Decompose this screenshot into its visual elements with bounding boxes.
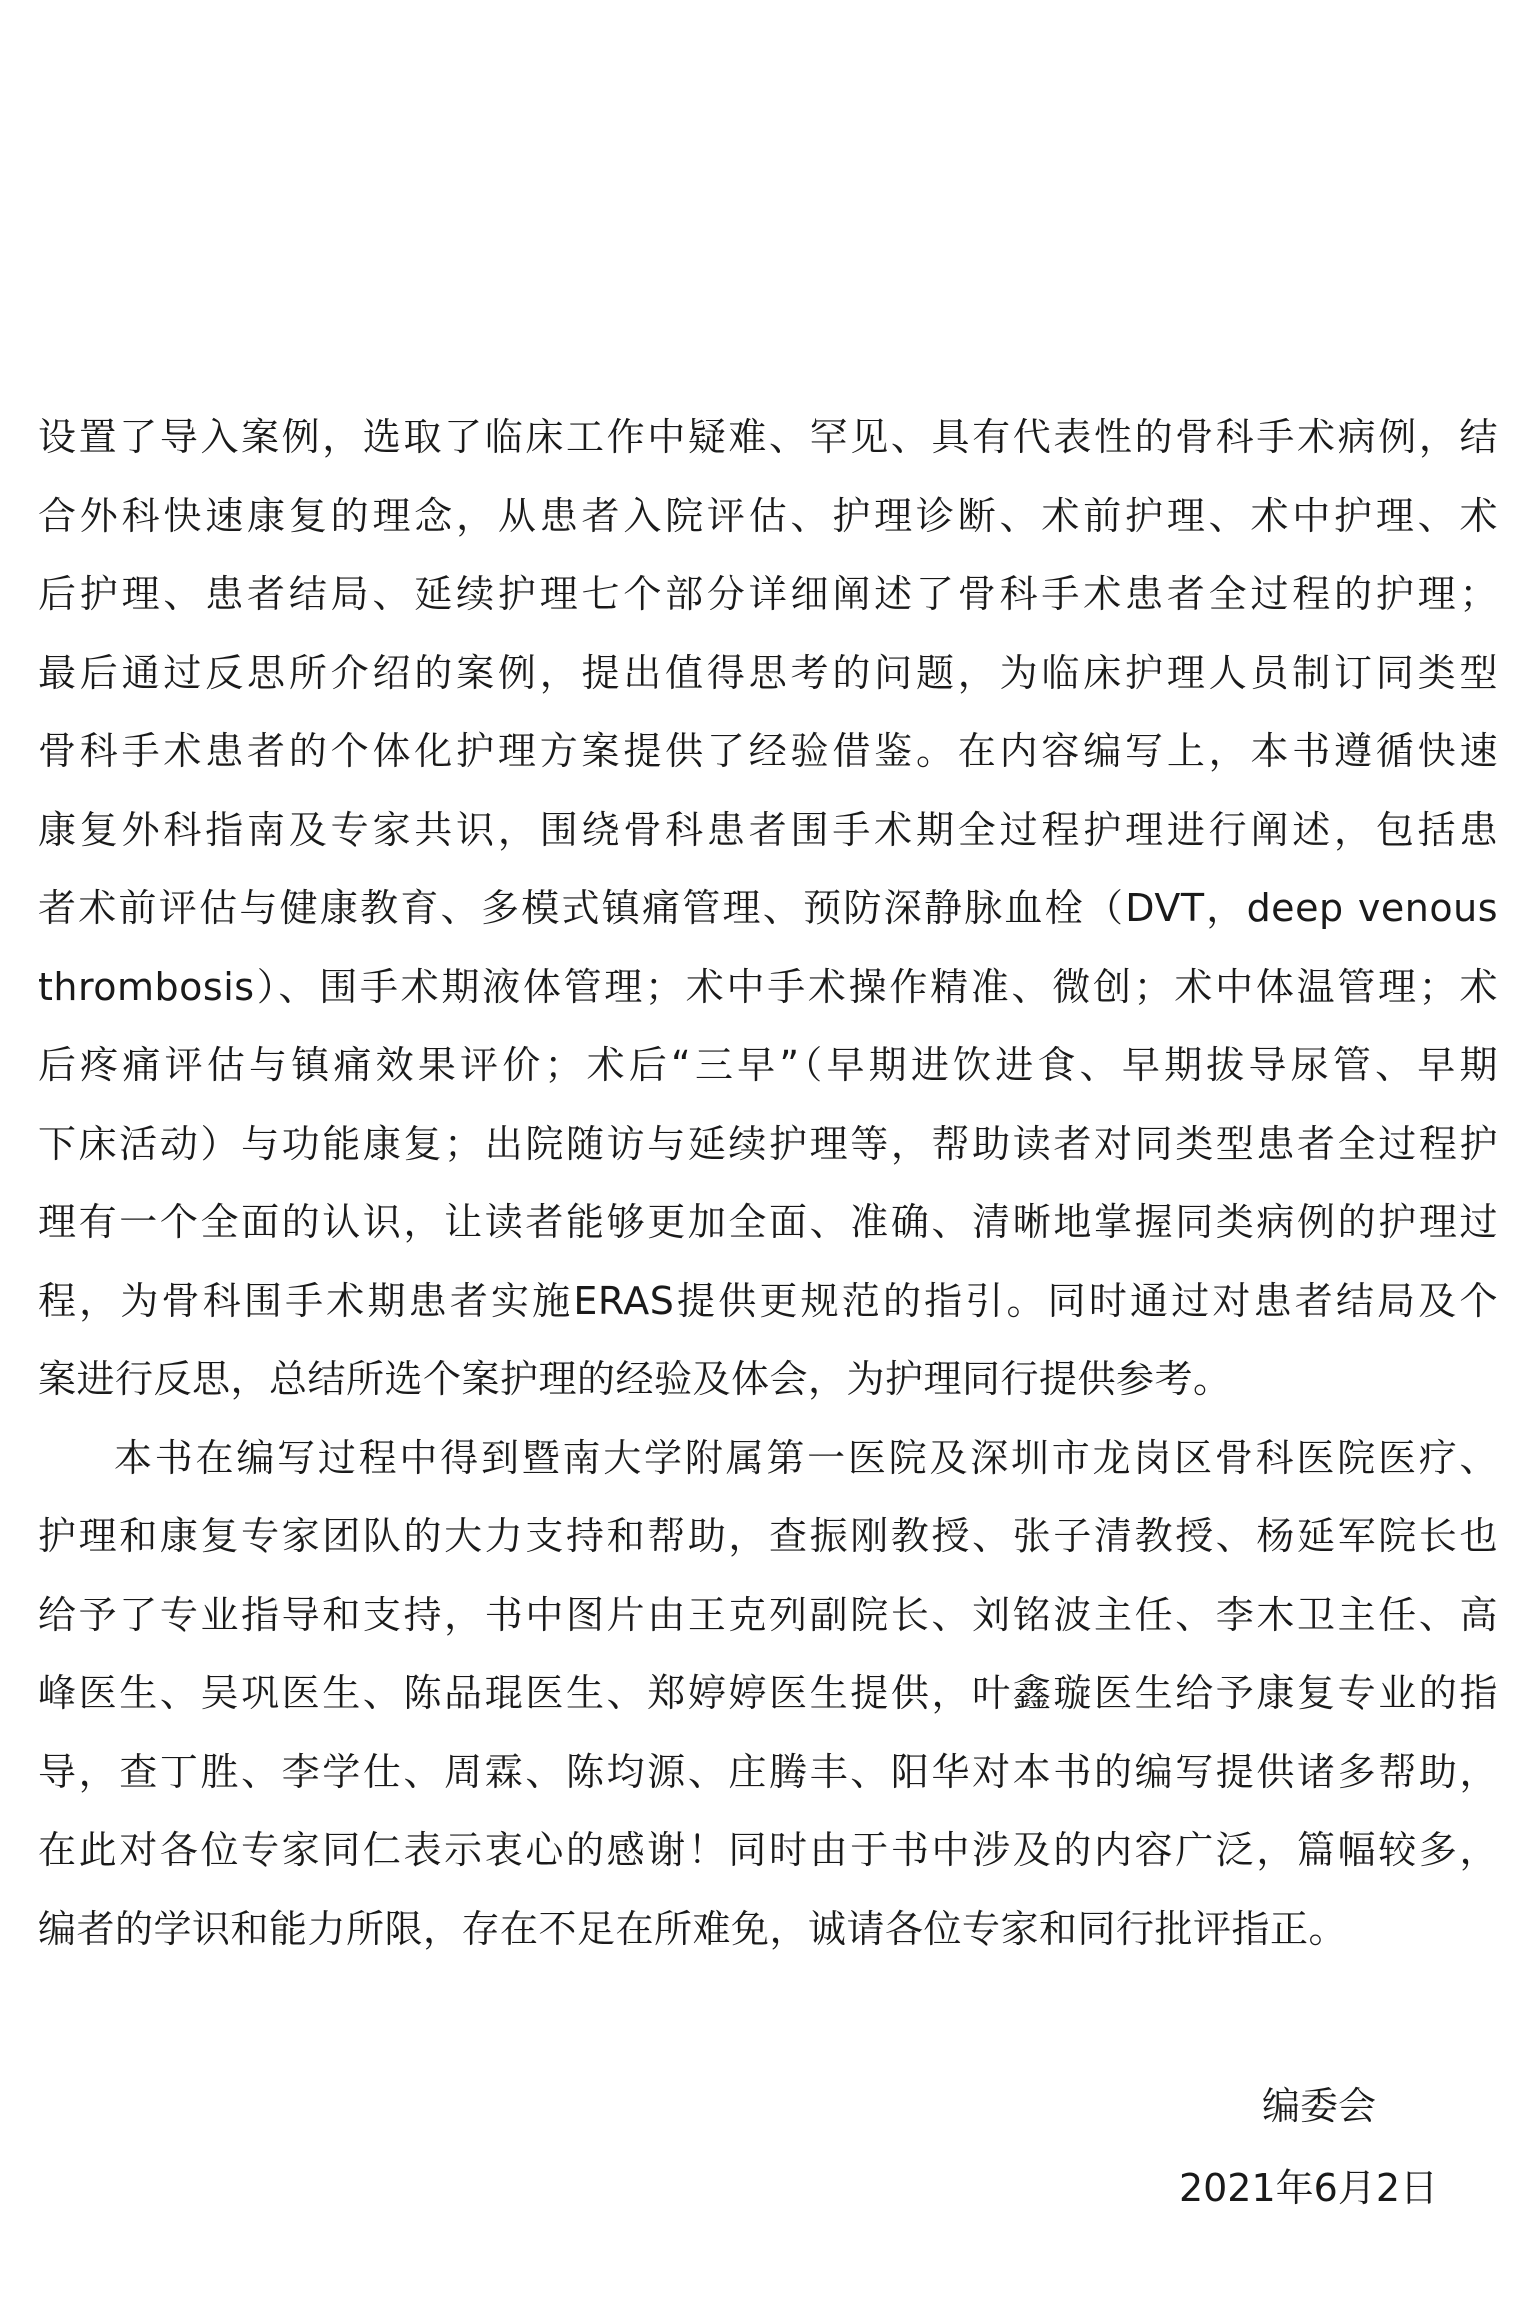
- text-line: 案进行反思，总结所选个案护理的经验及体会，为护理同行提供参考。: [38, 1357, 1232, 1401]
- signoff-editorial-committee: 编委会: [1261, 2084, 1376, 2128]
- text-line: 程，为骨科围手术期患者实施ERAS提供更规范的指引。同时通过对患者结局及个: [38, 1278, 1498, 1323]
- text-line: 合外科快速康复的理念，从患者入院评估、护理诊断、术前护理、术中护理、术: [38, 493, 1498, 538]
- text-line: 编者的学识和能力所限，存在不足在所难免，诚请各位专家和同行批评指正。: [38, 1906, 1348, 1951]
- body-text: [38, 398, 1498, 1968]
- paragraph-2: [38, 1419, 1498, 1969]
- signoff-date: 2021年6月2日: [1178, 2166, 1438, 2210]
- paragraph-1: [38, 398, 1498, 1419]
- text-line: 康复外科指南及专家共识，围绕骨科患者围手术期全过程护理进行阐述，包括患: [38, 807, 1498, 852]
- text-line: 后护理、患者结局、延续护理七个部分详细阐述了骨科手术患者全过程的护理；: [38, 572, 1498, 616]
- text-line: 设置了导入案例，选取了临床工作中疑难、罕见、具有代表性的骨科手术病例，结: [38, 415, 1498, 459]
- text-line: 理有一个全面的认识，让读者能够更加全面、准确、清晰地掌握同类病例的护理过: [38, 1200, 1498, 1244]
- text-line: 给予了专业指导和支持，书中图片由王克列副院长、刘铭波主任、李木卫主任、高: [38, 1592, 1498, 1637]
- text-line: 者术前评估与健康教育、多模式镇痛管理、预防深静脉血栓（DVT，deep venous: [38, 886, 1498, 930]
- text-line: thrombosis）、围手术期液体管理；术中手术操作精准、微创；术中体温管理；术: [38, 964, 1498, 1009]
- text-line: 骨科手术患者的个体化护理方案提供了经验借鉴。在内容编写上，本书遵循快速: [38, 729, 1498, 773]
- text-line: 下床活动）与功能康复；出院随访与延续护理等，帮助读者对同类型患者全过程护: [38, 1121, 1498, 1166]
- text-line: 导，查丁胜、李学仕、周霖、陈均源、庄腾丰、阳华对本书的编写提供诸多帮助，: [38, 1749, 1498, 1794]
- text-line: 护理和康复专家团队的大力支持和帮助，查振刚教授、张子清教授、杨延军院长也: [38, 1514, 1498, 1558]
- text-line: 最后通过反思所介绍的案例，提出值得思考的问题，为临床护理人员制订同类型: [38, 650, 1498, 695]
- text-line: 峰医生、吴巩医生、陈品琨医生、郑婷婷医生提供，叶鑫璇医生给予康复专业的指: [38, 1671, 1498, 1715]
- text-line: 本书在编写过程中得到暨南大学附属第一医院及深圳市龙岗区骨科医院医疗、: [114, 1435, 1498, 1480]
- text-line: 后疼痛评估与镇痛效果评价；术后“三早”（早期进饮进食、早期拔导尿管、早期: [38, 1043, 1498, 1087]
- text-line: 在此对各位专家同仁表示衷心的感谢！同时由于书中涉及的内容广泛，篇幅较多，: [38, 1828, 1498, 1872]
